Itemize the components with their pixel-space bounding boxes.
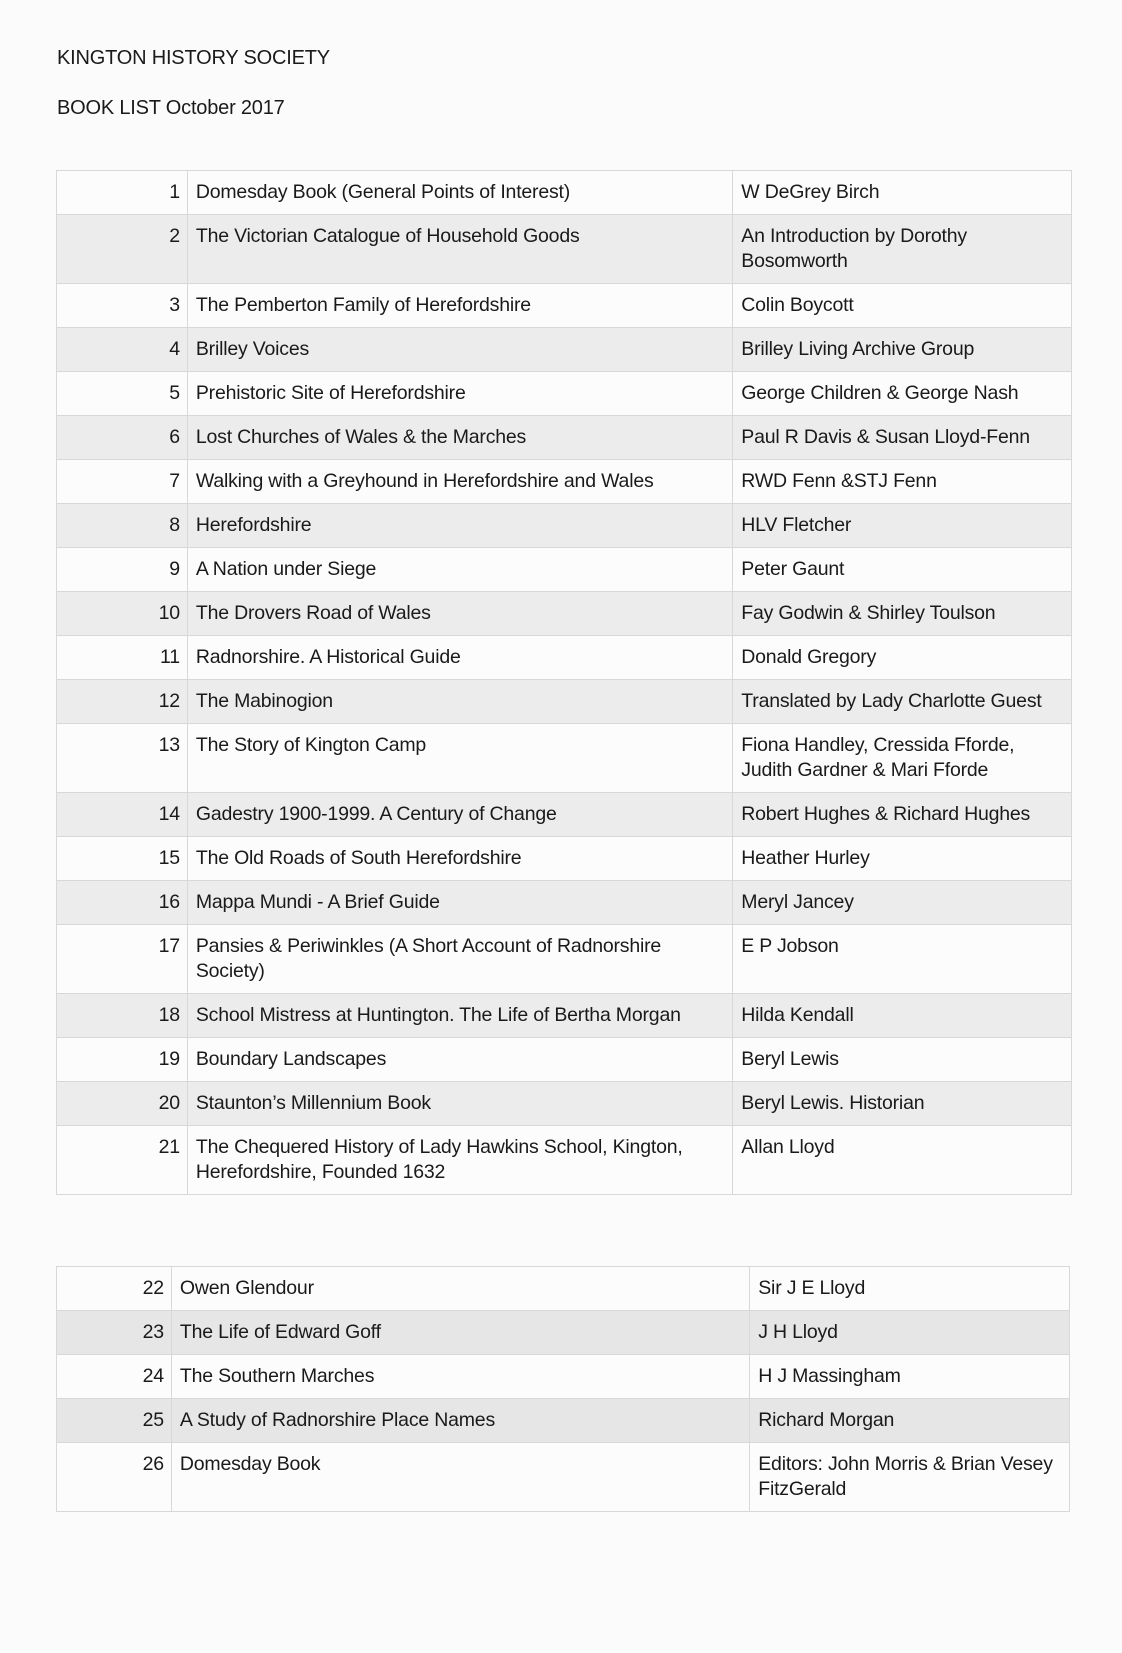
book-row — [57, 548, 1072, 592]
book-number: 19 — [57, 1038, 188, 1082]
book-author: Colin Boycott — [733, 284, 1072, 328]
book-row — [57, 837, 1072, 881]
book-number: 1 — [57, 171, 188, 215]
book-author: Paul R Davis & Susan Lloyd-Fenn — [733, 416, 1072, 460]
book-author: W DeGrey Birch — [733, 171, 1072, 215]
society-title: KINGTON HISTORY SOCIETY — [57, 47, 330, 69]
book-row — [57, 171, 1072, 215]
book-title: Lost Churches of Wales & the Marches — [187, 416, 732, 460]
book-author: Editors: John Morris & Brian Vesey FitzGerald — [750, 1443, 1070, 1512]
book-number: 8 — [57, 504, 188, 548]
book-row — [57, 328, 1072, 372]
book-number: 10 — [57, 592, 188, 636]
book-title: The Pemberton Family of Herefordshire — [187, 284, 732, 328]
book-row — [57, 460, 1072, 504]
book-author: J H Lloyd — [750, 1311, 1070, 1355]
book-list-title: BOOK LIST October 2017 — [57, 97, 285, 119]
book-number: 4 — [57, 328, 188, 372]
book-author: Beryl Lewis. Historian — [733, 1082, 1072, 1126]
book-author: Translated by Lady Charlotte Guest — [733, 680, 1072, 724]
book-title: Mappa Mundi - A Brief Guide — [187, 881, 732, 925]
book-author: Sir J E Lloyd — [750, 1267, 1070, 1311]
book-title: Herefordshire — [187, 504, 732, 548]
book-title: Staunton’s Millennium Book — [187, 1082, 732, 1126]
book-title: The Old Roads of South Herefordshire — [187, 837, 732, 881]
book-row — [57, 416, 1072, 460]
book-title: Domesday Book — [171, 1443, 749, 1512]
book-row — [57, 1399, 1070, 1443]
book-title: The Southern Marches — [171, 1355, 749, 1399]
book-title: Owen Glendour — [171, 1267, 749, 1311]
book-author: RWD Fenn &STJ Fenn — [733, 460, 1072, 504]
book-row — [57, 1038, 1072, 1082]
book-author: HLV Fletcher — [733, 504, 1072, 548]
book-row — [57, 1311, 1070, 1355]
book-row — [57, 680, 1072, 724]
book-title: Domesday Book (General Points of Interest) — [187, 171, 732, 215]
book-number: 17 — [57, 925, 188, 994]
book-author: An Introduction by Dorothy Bosomworth — [733, 215, 1072, 284]
book-title: The Chequered History of Lady Hawkins School, Kington, Herefordshire, Founded 1632 — [187, 1126, 732, 1195]
book-author: Hilda Kendall — [733, 994, 1072, 1038]
book-title: Walking with a Greyhound in Herefordshire and Wales — [187, 460, 732, 504]
book-row — [57, 215, 1072, 284]
book-row — [57, 504, 1072, 548]
book-title: The Drovers Road of Wales — [187, 592, 732, 636]
book-number: 7 — [57, 460, 188, 504]
book-number: 23 — [57, 1311, 172, 1355]
book-title: Prehistoric Site of Herefordshire — [187, 372, 732, 416]
book-number: 11 — [57, 636, 188, 680]
book-row — [57, 1443, 1070, 1512]
book-number: 24 — [57, 1355, 172, 1399]
book-author: E P Jobson — [733, 925, 1072, 994]
book-author: H J Massingham — [750, 1355, 1070, 1399]
book-number: 22 — [57, 1267, 172, 1311]
book-row — [57, 881, 1072, 925]
book-title: A Study of Radnorshire Place Names — [171, 1399, 749, 1443]
book-row — [57, 1126, 1072, 1195]
book-author: Heather Hurley — [733, 837, 1072, 881]
book-number: 3 — [57, 284, 188, 328]
book-title: The Life of Edward Goff — [171, 1311, 749, 1355]
book-title: The Mabinogion — [187, 680, 732, 724]
book-row — [57, 724, 1072, 793]
book-number: 25 — [57, 1399, 172, 1443]
book-number: 16 — [57, 881, 188, 925]
book-number: 5 — [57, 372, 188, 416]
book-row — [57, 994, 1072, 1038]
book-author: Brilley Living Archive Group — [733, 328, 1072, 372]
book-author: Richard Morgan — [750, 1399, 1070, 1443]
book-author: Allan Lloyd — [733, 1126, 1072, 1195]
book-row — [57, 1267, 1070, 1311]
book-author: Beryl Lewis — [733, 1038, 1072, 1082]
book-author: Fiona Handley, Cressida Fforde, Judith Gardner & Mari Fforde — [733, 724, 1072, 793]
book-row — [57, 925, 1072, 994]
book-row — [57, 1082, 1072, 1126]
book-row — [57, 793, 1072, 837]
book-table-part-2 — [56, 1266, 1070, 1512]
book-number: 12 — [57, 680, 188, 724]
book-table-part-1 — [56, 170, 1072, 1195]
book-number: 15 — [57, 837, 188, 881]
book-title: Gadestry 1900-1999. A Century of Change — [187, 793, 732, 837]
book-author: Meryl Jancey — [733, 881, 1072, 925]
book-row — [57, 372, 1072, 416]
book-row — [57, 636, 1072, 680]
book-row — [57, 284, 1072, 328]
book-title: Boundary Landscapes — [187, 1038, 732, 1082]
book-number: 2 — [57, 215, 188, 284]
book-number: 18 — [57, 994, 188, 1038]
book-author: Robert Hughes & Richard Hughes — [733, 793, 1072, 837]
book-row — [57, 592, 1072, 636]
book-number: 21 — [57, 1126, 188, 1195]
book-number: 20 — [57, 1082, 188, 1126]
book-number: 9 — [57, 548, 188, 592]
book-author: Donald Gregory — [733, 636, 1072, 680]
book-title: Pansies & Periwinkles (A Short Account of Radnorshire Society) — [187, 925, 732, 994]
book-number: 6 — [57, 416, 188, 460]
book-row — [57, 1355, 1070, 1399]
book-number: 14 — [57, 793, 188, 837]
book-number: 26 — [57, 1443, 172, 1512]
book-title: The Victorian Catalogue of Household Goods — [187, 215, 732, 284]
book-title: School Mistress at Huntington. The Life of Bertha Morgan — [187, 994, 732, 1038]
book-title: The Story of Kington Camp — [187, 724, 732, 793]
book-number: 13 — [57, 724, 188, 793]
book-title: Brilley Voices — [187, 328, 732, 372]
book-author: Peter Gaunt — [733, 548, 1072, 592]
book-author: Fay Godwin & Shirley Toulson — [733, 592, 1072, 636]
book-author: George Children & George Nash — [733, 372, 1072, 416]
book-title: Radnorshire. A Historical Guide — [187, 636, 732, 680]
book-title: A Nation under Siege — [187, 548, 732, 592]
